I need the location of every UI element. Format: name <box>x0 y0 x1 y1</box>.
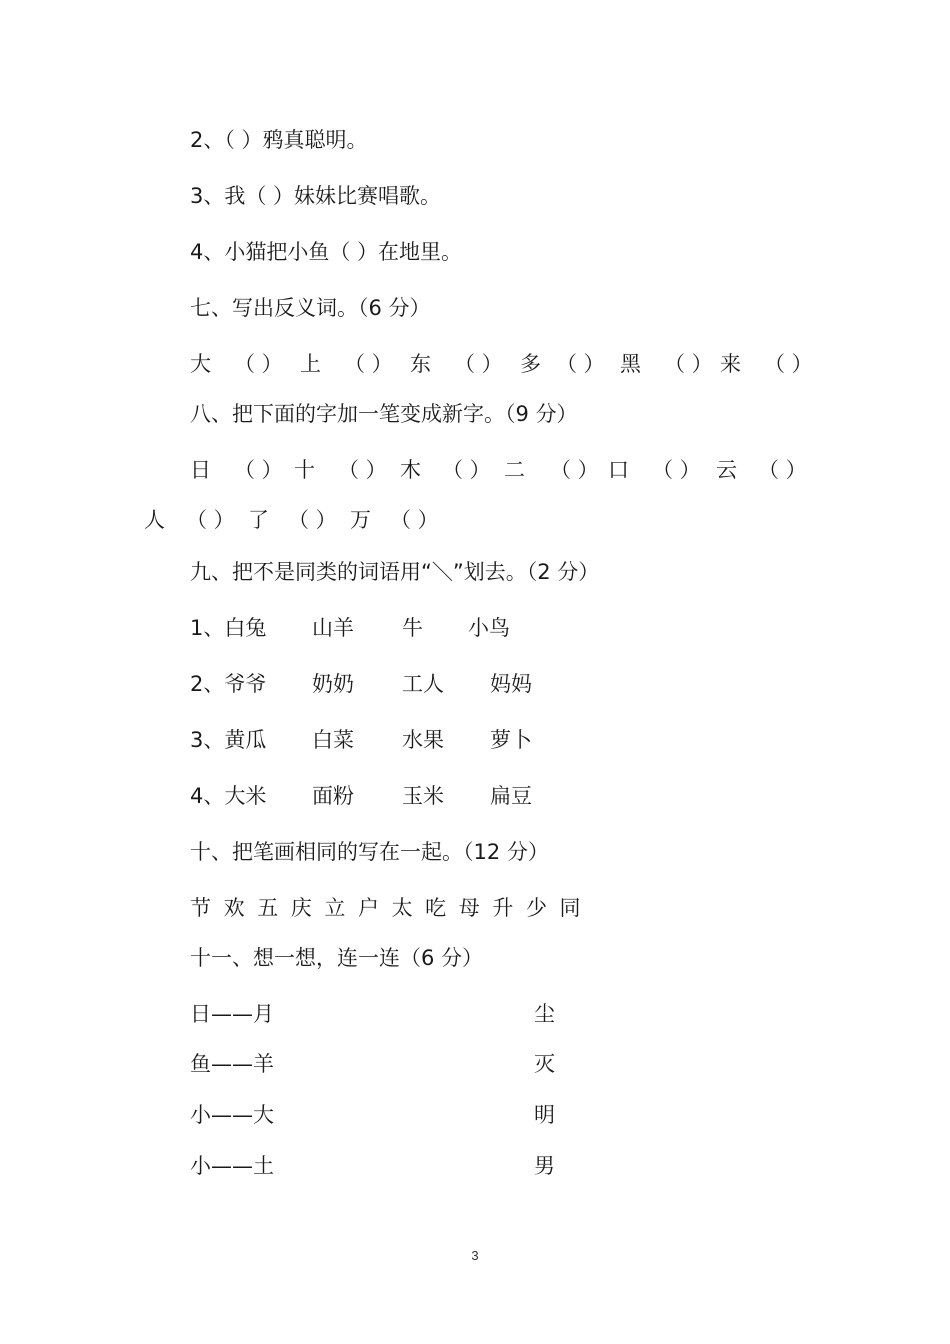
q9-word: 2、爷爷 <box>190 672 267 696</box>
q9-word: 山羊 <box>312 616 354 640</box>
q11-right-3: 明 <box>534 1103 555 1127</box>
q10-char: 欢 <box>223 896 245 920</box>
q9-word: 3、黄瓜 <box>190 728 267 752</box>
q10-char: 同 <box>559 896 581 920</box>
q9-row-2 <box>190 670 532 698</box>
q11-right-1: 尘 <box>534 1002 555 1026</box>
q11-title: 十一、想一想，连一连（6 分） <box>190 946 484 970</box>
q7-item: 上 <box>300 352 321 376</box>
q7-blank: （ ） <box>556 352 605 376</box>
q8-blank: （ ） <box>186 508 235 532</box>
q9-word: 白菜 <box>312 728 354 752</box>
q8-row-2 <box>144 506 440 534</box>
q7-title: 七、写出反义词。（6 分） <box>190 296 431 320</box>
q9-row-4 <box>190 782 532 810</box>
q7-blank: （ ） <box>344 352 393 376</box>
fill-in-line-4: 4、小猫把小鱼（ ）在地里。 <box>190 240 463 264</box>
q9-row-1 <box>190 614 510 642</box>
q8-title: 八、把下面的字加一笔变成新字。（9 分） <box>190 402 578 426</box>
q10-char: 升 <box>492 896 514 920</box>
q7-item: 来 <box>720 352 741 376</box>
q9-word: 面粉 <box>312 784 354 808</box>
q10-char: 少 <box>525 896 547 920</box>
q9-row-3 <box>190 726 532 754</box>
page-number: 3 <box>471 1248 479 1263</box>
q9-word: 妈妈 <box>490 672 532 696</box>
q8-item: 二 <box>504 458 525 482</box>
q10-char: 节 <box>190 896 211 920</box>
q10-char: 吃 <box>425 896 447 920</box>
q10-chars-row <box>190 894 593 922</box>
q8-item: 了 <box>248 508 269 532</box>
fill-in-line-2: 2、（ ）鸦真聪明。 <box>190 128 368 152</box>
q11-left-3: 小——大 <box>190 1103 274 1127</box>
q9-word: 小鸟 <box>468 616 510 640</box>
q8-blank: （ ） <box>288 508 337 532</box>
q7-antonym-row <box>190 350 814 378</box>
q8-blank: （ ） <box>390 508 439 532</box>
q10-title: 十、把笔画相同的写在一起。（12 分） <box>190 840 549 864</box>
q7-item: 大 <box>190 352 211 376</box>
q8-item: 人 <box>144 508 165 532</box>
q8-item: 云 <box>716 458 737 482</box>
q10-char: 太 <box>391 896 413 920</box>
q8-item: 木 <box>400 458 421 482</box>
q11-left-1: 日——月 <box>190 1002 274 1026</box>
q9-word: 奶奶 <box>312 672 354 696</box>
q9-word: 4、大米 <box>190 784 267 808</box>
q10-char: 五 <box>257 896 279 920</box>
q10-char: 母 <box>458 896 480 920</box>
q7-blank: （ ） <box>764 352 813 376</box>
q9-word: 萝卜 <box>490 728 532 752</box>
q8-blank: （ ） <box>338 458 387 482</box>
q7-item: 东 <box>410 352 431 376</box>
q8-item: 万 <box>350 508 371 532</box>
q7-blank: （ ） <box>454 352 503 376</box>
q7-item: 黑 <box>620 352 641 376</box>
q7-blank: （ ） <box>664 352 713 376</box>
q9-word: 工人 <box>402 672 444 696</box>
q8-blank: （ ） <box>234 458 283 482</box>
q8-item: 十 <box>294 458 315 482</box>
q11-right-4: 男 <box>534 1154 555 1178</box>
q11-right-2: 灭 <box>534 1052 555 1076</box>
q9-title: 九、把不是同类的词语用“＼”划去。（2 分） <box>190 560 600 584</box>
q8-item: 日 <box>190 458 211 482</box>
q9-word: 1、白兔 <box>190 616 267 640</box>
q8-row-1 <box>190 456 808 484</box>
q8-blank: （ ） <box>550 458 599 482</box>
q9-word: 水果 <box>402 728 444 752</box>
q10-char: 户 <box>357 896 379 920</box>
q9-word: 扁豆 <box>490 784 532 808</box>
q8-item: 口 <box>608 458 629 482</box>
q9-word: 牛 <box>402 616 423 640</box>
q8-blank: （ ） <box>652 458 701 482</box>
fill-in-line-3: 3、我（ ）妹妹比赛唱歌。 <box>190 184 442 208</box>
q11-left-4: 小——土 <box>190 1154 274 1178</box>
q7-item: 多 <box>520 352 541 376</box>
q8-blank: （ ） <box>758 458 807 482</box>
q8-blank: （ ） <box>442 458 491 482</box>
q10-char: 庆 <box>290 896 312 920</box>
q7-blank: （ ） <box>234 352 283 376</box>
q11-left-2: 鱼——羊 <box>190 1052 274 1076</box>
q9-word: 玉米 <box>402 784 444 808</box>
q10-char: 立 <box>324 896 346 920</box>
